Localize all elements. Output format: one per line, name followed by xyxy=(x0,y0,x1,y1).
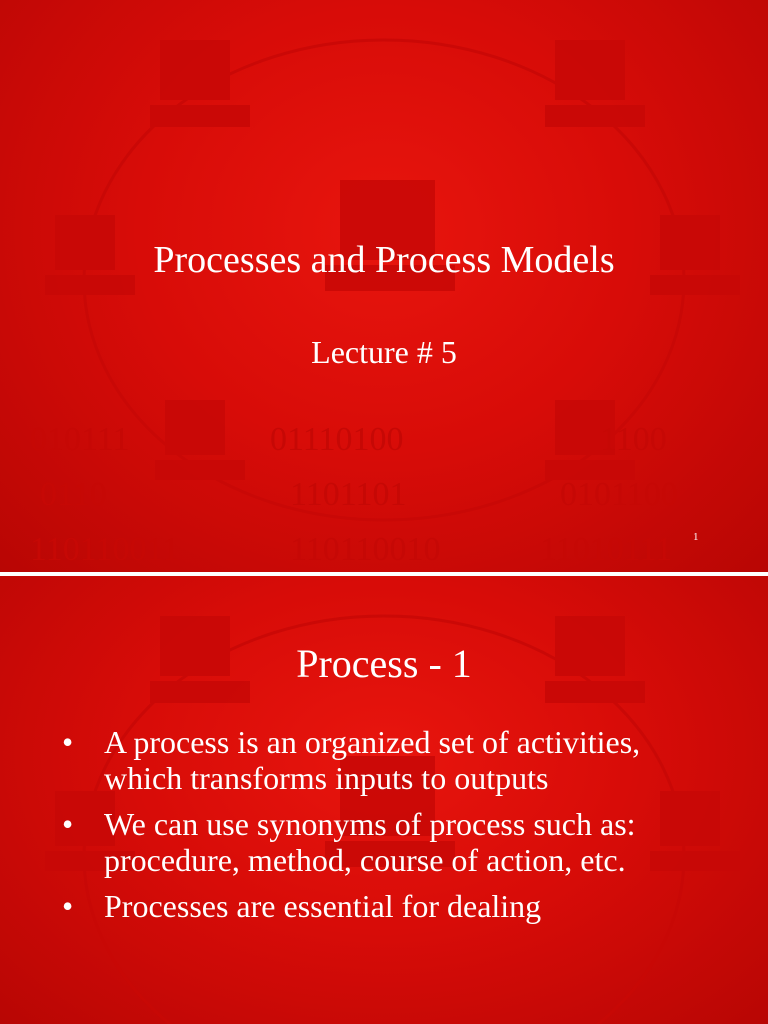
bullet-text: A process is an organized set of activities, which transforms inputs to outputs xyxy=(104,724,641,796)
binary-text: 1100 xyxy=(600,421,667,458)
slide-number: 1 xyxy=(693,531,699,543)
binary-text: 11010111 xyxy=(540,531,673,568)
bullet-text: Processes are essential for dealing xyxy=(104,888,542,924)
bullet-icon: • xyxy=(62,806,74,842)
binary-text: 110110010 xyxy=(290,531,441,568)
slide-title: Process - 1 xyxy=(296,641,472,686)
bullet-text: We can use synonyms of process such as: procedure, method, course of action, etc. xyxy=(104,806,636,878)
lecture-subtitle: Lecture # 5 xyxy=(311,334,457,370)
bullet-icon: • xyxy=(62,888,74,924)
computer-icon xyxy=(150,40,250,127)
bullet-item xyxy=(62,724,722,796)
binary-text: 1101101 xyxy=(290,476,407,513)
binary-text: 01110100 xyxy=(270,421,404,458)
binary-text: 0110 xyxy=(40,476,107,513)
bullet-list xyxy=(62,724,722,934)
binary-text: 110110011 xyxy=(30,531,180,568)
computer-icon xyxy=(155,400,245,480)
slide-2 xyxy=(0,576,768,1024)
bullet-item xyxy=(62,806,722,878)
bullet-item xyxy=(62,888,722,924)
computer-icon xyxy=(545,40,645,127)
bullet-icon: • xyxy=(62,724,74,760)
slide-title: Processes and Process Models xyxy=(153,239,615,281)
binary-text: 010111 xyxy=(30,421,130,458)
binary-text: 0101100 xyxy=(560,476,678,513)
